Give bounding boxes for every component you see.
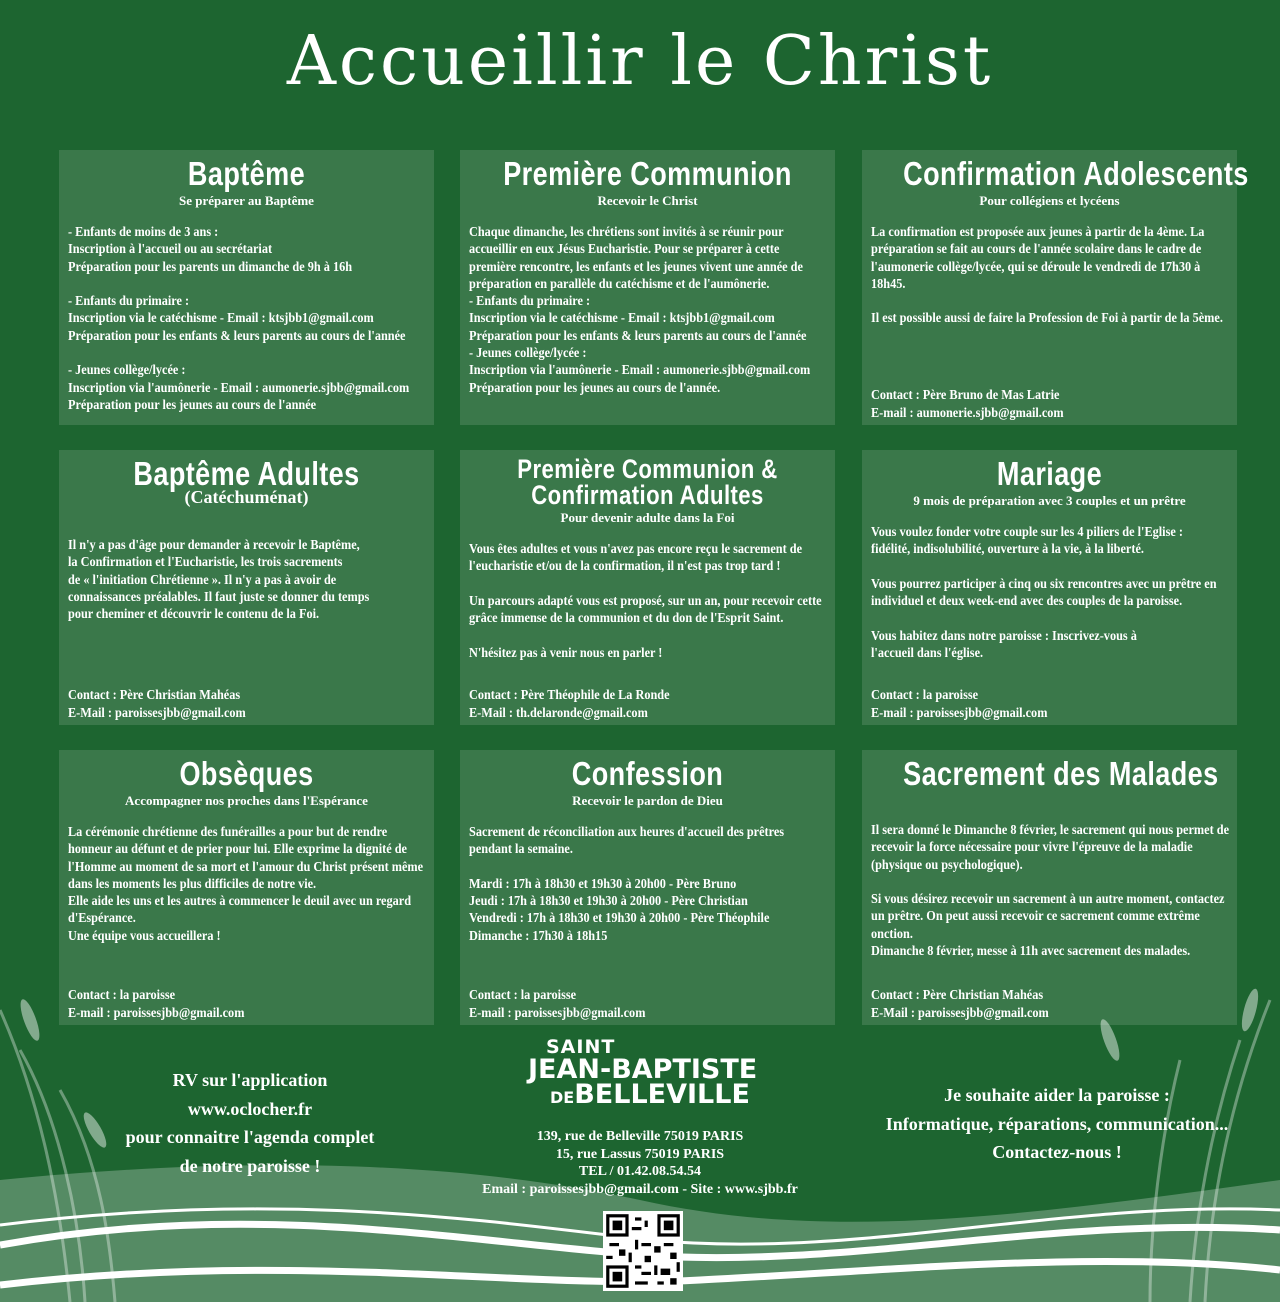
card-body: La cérémonie chrétienne des funérailles a pour but de rendre honneur au défunt et de prier pour lui. Elle exprime la dignité de l'Homme au moment de sa mort et l'amour du Christ présent même dans les moments les plus difficiles de notre vie. Elle aide les uns et les autres à commencer le deuil avec un regard d'Espérance. Une équipe vous accueillera !	[68, 824, 424, 943]
qr-code-icon	[603, 1211, 683, 1291]
card-premiere-communion	[460, 150, 835, 425]
card-title: Baptême	[187, 155, 306, 192]
help-line: Informatique, réparations, communication...	[885, 1113, 1229, 1134]
card-title: Mariage	[996, 455, 1103, 492]
card-communion-confirmation-adultes	[460, 450, 835, 725]
parish-address	[460, 1128, 820, 1198]
card-obseques	[59, 750, 434, 1025]
card-title: Confirmation Adolescents	[903, 155, 1249, 192]
card-contact: Contact : la paroisse E-mail : paroissesjbb@gmail.com	[469, 987, 646, 1020]
card-contact: Contact : la paroisse E-mail : paroissesjbb@gmail.com	[871, 687, 1048, 720]
card-contact: Contact : Père Christian Mahéas E-Mail : paroissesjbb@gmail.com	[871, 987, 1049, 1020]
card-title: Sacrement des Malades	[903, 755, 1219, 792]
card-contact: Contact : la paroisse E-mail : paroissesjbb@gmail.com	[68, 987, 245, 1020]
card-body: Vous êtes adultes et vous n'avez pas encore reçu le sacrement de l'eucharistie et/ou de la confirmation, il n'est pas trop tard ! Un parcours adapté vous est proposé, sur un an, pour recevoir cette grâce immense de la communion et du don de l'Esprit Saint. N'hésitez pas à venir nous en parler !	[469, 541, 822, 660]
card-bapteme-adultes	[59, 450, 434, 725]
card-body: - Enfants de moins de 3 ans : Inscription à l'accueil ou au secrétariat Préparation pour les parents un dimanche de 9h à 16h - Enfants du primaire : Inscription via le catéchisme - Email : ktsjbb1@gmail.com Préparation pour les enfants & leurs parents au cours de l'année - Jeunes collège/lycée : Inscription via l'aumônerie - Email : aumonerie.sjbb@gmail.com Préparation pour les jeunes au cours de l'année	[68, 224, 410, 412]
card-subtitle: Recevoir le Christ	[597, 193, 698, 208]
card-confirmation-adolescents	[862, 150, 1249, 425]
app-info-line: de notre paroisse !	[179, 1155, 321, 1176]
app-info	[100, 1066, 400, 1180]
card-contact: Contact : Père Bruno de Mas Latrie E-mail : aumonerie.sjbb@gmail.com	[871, 387, 1064, 420]
help-call	[872, 1081, 1242, 1167]
app-info-line: pour connaitre l'agenda complet	[125, 1127, 375, 1147]
card-title: Première Communion	[503, 155, 792, 192]
card-sacrement-des-malades	[862, 750, 1237, 1025]
card-body: Vous voulez fonder votre couple sur les 4 piliers de l'Eglise : fidélité, indisolubilité, ouverture à la vie, à la liberté. Vous pourrez participer à cinq ou six rencontres avec un prêtre en individuel et deux week-end avec des couples de la paroisse. Vous habitez dans notre paroisse : Inscrivez-vous à l'accueil dans l'église.	[871, 524, 1217, 661]
card-body: Sacrement de réconciliation aux heures d'accueil des prêtres pendant la semaine. Mardi : 17h à 18h30 et 19h30 à 20h00 - Père Bruno Jeudi : 17h à 18h30 et 19h30 à 20h00 - Père Christian Vendredi : 17h à 18h30 et 19h30 à 20h00 - Père Théophile Dimanche : 17h30 à 18h15	[469, 824, 785, 943]
card-bapteme	[59, 150, 434, 425]
app-info-link[interactable]: www.oclocher.fr	[187, 1098, 313, 1119]
card-body: Il n'y a pas d'âge pour demander à recevoir le Baptême, la Confirmation et l'Eucharistie, les trois sacrements de « l'initiation Chrétienne ». Il n'y a pas à avoir de connaissances préalables. Il faut juste se donner du temps pour cheminer et découvrir le contenu de la Foi.	[68, 537, 370, 622]
card-body: Chaque dimanche, les chrétiens sont invités à se réunir pour accueillir en eux Jésus Eucharistie. Pour se préparer à cette première rencontre, les enfants et les jeunes vivent une année de préparation en parallèle du catéchisme et de l'aumônerie. - Enfants du primaire : Inscription via le catéchisme - Email : ktsjbb1@gmail.com Préparation pour les enfants & leurs parents au cours de l'année - Jeunes collège/lycée : Inscription via l'aumônerie - Email : aumonerie.sjbb@gmail.com Préparation pour les jeunes au cours de l'année.	[469, 224, 811, 395]
card-contact: Contact : Père Théophile de La Ronde E-Mail : th.delaronde@gmail.com	[469, 687, 670, 720]
card-subtitle: Accompagner nos proches dans l'Espérance	[125, 793, 368, 808]
phone-line: TEL / 01.42.08.54.54	[578, 1164, 702, 1179]
page-title: Accueillir le Christ	[286, 22, 994, 101]
email-site-line[interactable]: Email : paroissesjbb@gmail.com - Site : www.sjbb.fr	[482, 1181, 798, 1197]
card-subtitle: Pour collégiens et lycéens	[979, 193, 1120, 208]
app-info-line: RV sur l'application	[172, 1070, 328, 1090]
address-line: 139, rue de Belleville 75019 PARIS	[536, 1129, 744, 1144]
card-body: Il sera donné le Dimanche 8 février, le sacrement qui nous permet de recevoir la force nécessaire pour vivre l'épreuve de la maladie (physique ou psychologique). Si vous désirez recevoir un sacrement à un autre moment, contactez un prêtre. On peut aussi recevoir ce sacrement comme extrême onction. Dimanche 8 février, messe à 11h avec sacrement des malades.	[871, 822, 1230, 959]
card-title-note: (Catéchuménat)	[184, 487, 309, 507]
card-title: Confession	[571, 755, 724, 792]
parish-logo: SAINT JEAN-BAPTISTE DEBELLEVILLE	[528, 1036, 758, 1110]
card-subtitle: Pour devenir adulte dans la Foi	[560, 510, 735, 525]
card-mariage	[862, 450, 1237, 725]
address-line: 15, rue Lassus 75019 PARIS	[555, 1146, 725, 1162]
help-line: Je souhaite aider la paroisse :	[944, 1085, 1170, 1105]
card-contact: Contact : Père Christian Mahéas E-Mail : paroissesjbb@gmail.com	[68, 687, 246, 720]
qr-code[interactable]	[603, 1211, 683, 1291]
card-confession	[460, 750, 835, 1025]
card-title: Première Communion & Confirmation Adultes	[517, 454, 778, 510]
card-body: La confirmation est proposée aux jeunes à partir de la 4ème. La préparation se fait au cours de l'année scolaire dans le cadre de l'aumonerie collège/lycée, qui se déroule le vendredi de 17h30 à 18h45. Il est possible aussi de faire la Profession de Foi à partir de la 5ème.	[871, 224, 1223, 326]
card-subtitle: 9 mois de préparation avec 3 couples et un prêtre	[913, 493, 1186, 508]
help-contact[interactable]: Contactez-nous !	[992, 1142, 1122, 1162]
card-title: Obsèques	[179, 755, 314, 792]
card-title: Baptême Adultes	[133, 455, 360, 492]
card-subtitle: Se préparer au Baptême	[179, 193, 314, 208]
card-subtitle: Recevoir le pardon de Dieu	[572, 793, 723, 808]
